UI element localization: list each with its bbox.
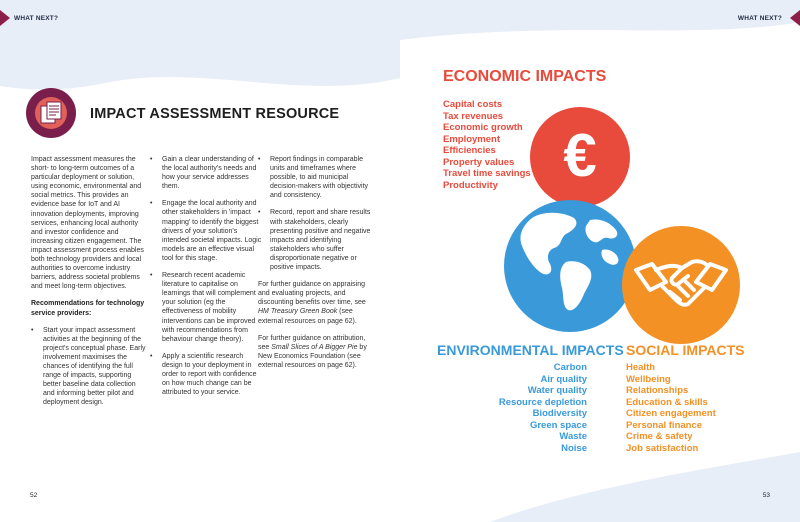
page-number: 53 — [762, 492, 770, 499]
intro-paragraph: Impact assessment measures the short- to long-term outcomes of a particular deployment or solution, using economic, environmental and social metrics. This provides an evidence base for IoT and AI innovation deployments, improving services, enhancing local authority and investor confidence and increasing citizen engagement. The impact assessment process enables both technology providers and local authorities to overcome industry barriers, address societal problems and meet long-term objectives. — [31, 156, 144, 291]
green-book-reference: HM Treasury Green Book — [258, 308, 338, 316]
page-number: 52 — [30, 492, 38, 499]
text-column-1 — [31, 155, 146, 415]
guidance-text: For further guidance on appraising and evaluating projects, and discounting benefits over time, see — [258, 281, 366, 307]
list-item: • Start your impact assessment activities at the beginning of the project's conceptual phase. Early involvement maximises the chances of identifying the full range of impacts, supporting better baseline data collection and informing better pilot and deployment design. — [31, 326, 146, 408]
recommendations-list — [258, 155, 378, 272]
recommendations-list — [150, 155, 262, 397]
list-item: Biodiversity — [532, 408, 587, 419]
economic-impacts-heading: ECONOMIC IMPACTS — [443, 68, 607, 85]
globe-icon — [504, 200, 636, 332]
list-item: Efficiencies — [443, 145, 496, 156]
social-impacts-list — [626, 362, 716, 454]
list-item: Noise — [561, 442, 587, 454]
list-item: Capital costs — [443, 99, 503, 110]
right-page — [400, 0, 800, 522]
text-column-2 — [150, 155, 262, 405]
handshake-icon — [622, 226, 740, 344]
section-header: WHAT NEXT? — [737, 15, 782, 22]
euro-icon — [530, 107, 630, 207]
list-item: Travel time savings — [443, 168, 531, 179]
social-impacts-heading: SOCIAL IMPACTS — [626, 342, 745, 358]
list-item: Green space — [529, 419, 587, 431]
list-item: Employment — [443, 133, 501, 145]
section-tab — [790, 10, 800, 26]
resource-badge — [26, 88, 76, 138]
list-item: • Apply a scientific research design to your deployment in order to report with confidence on how much change can be attributed to your service. — [150, 352, 262, 397]
euro-symbol: € — [563, 122, 597, 189]
text-column-3 — [258, 155, 378, 378]
list-item: Productivity — [443, 179, 498, 191]
recommendations-heading: Recommendations for technology service providers: — [31, 300, 145, 317]
list-item: • Report findings in comparable units and timeframes where possible, to aid municipal decision-makers with objectivity and consistency. — [258, 155, 378, 200]
list-item: Carbon — [553, 362, 587, 373]
list-item: • Engage the local authority and other stakeholders in 'impact mapping' to identify the biggest drivers of your solution's intended societal impacts. Logic models are an effective visual tool for this stage. — [150, 199, 262, 263]
attribution-text: by New Economics Foundation (see external resources on page 62). — [258, 343, 367, 369]
bigger-pie-reference: Small Slices of A Bigger Pie — [271, 343, 358, 351]
list-item: Personal finance — [626, 419, 703, 431]
list-item: Air quality — [540, 373, 587, 385]
section-tab — [0, 10, 10, 26]
page-title: IMPACT ASSESSMENT RESOURCE — [90, 106, 340, 122]
list-item: Tax revenues — [443, 110, 504, 122]
list-item: • Gain a clear understanding of the local authority's needs and how your service addresses them. — [150, 155, 262, 191]
environmental-impacts-list — [499, 362, 587, 454]
documents-icon — [35, 97, 67, 129]
list-item: • Research recent academic literature to capitalise on learnings that will complement your solution (eg the effectiveness of mobility interventions can be improved with recommendations from behaviour change theory). — [150, 271, 262, 344]
guidance-text: (see external resources on page 62). — [258, 308, 357, 325]
guidance-paragraph — [258, 280, 378, 325]
list-item: Education & skills — [626, 396, 708, 408]
list-item: Economic growth — [443, 122, 523, 133]
list-item: Property values — [443, 156, 515, 168]
list-item: • Record, report and share results with stakeholders, clearly presenting positive and negative impacts and identifying stakeholders who suffer disproportionate negative or positive impacts. — [258, 208, 378, 272]
section-header: WHAT NEXT? — [14, 15, 59, 22]
list-item: Resource depletion — [498, 396, 587, 408]
attribution-text: For further guidance on attribution, see — [258, 334, 366, 351]
list-item: Wellbeing — [626, 373, 671, 385]
economic-impacts-list — [443, 99, 531, 191]
environmental-impacts-heading: ENVIRONMENTAL IMPACTS — [437, 342, 624, 358]
list-item: Job satisfaction — [626, 442, 699, 454]
list-item: Crime & safety — [626, 431, 693, 442]
recommendations-list — [31, 326, 146, 408]
list-item: Citizen engagement — [626, 408, 716, 419]
attribution-paragraph — [258, 334, 378, 370]
list-item: Relationships — [626, 385, 689, 396]
list-item: Health — [626, 362, 656, 373]
list-item: Water quality — [527, 385, 587, 396]
list-item: Waste — [559, 431, 587, 442]
